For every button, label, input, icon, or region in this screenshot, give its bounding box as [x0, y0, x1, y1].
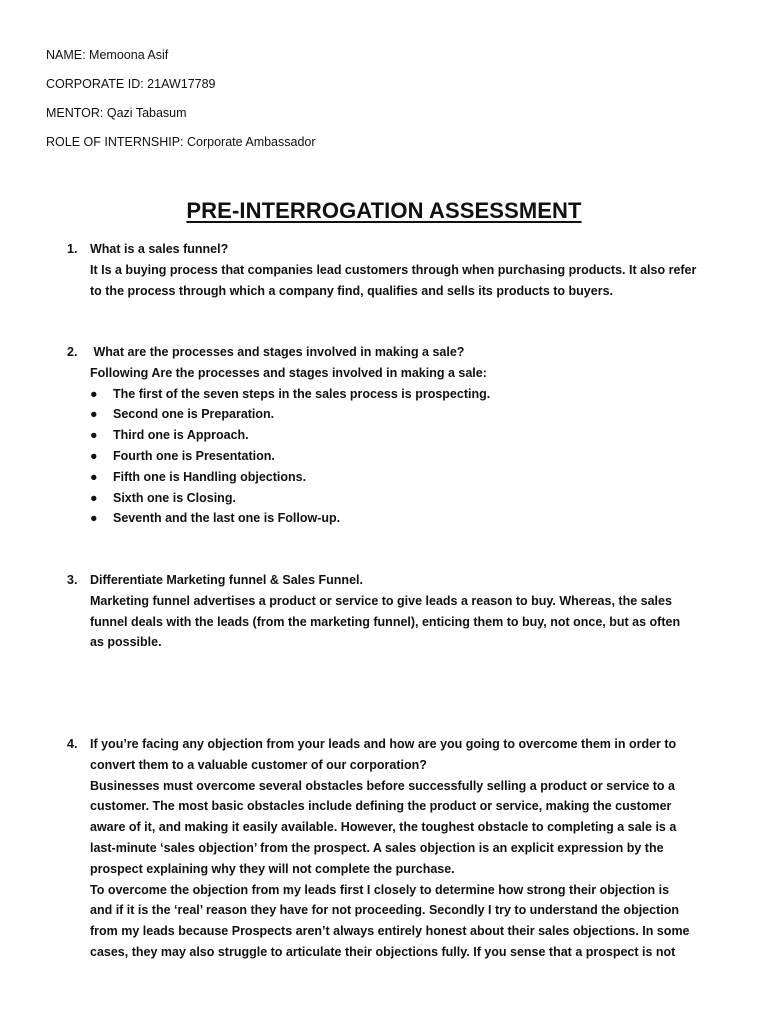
list-item: ● Fifth one is Handling objections. [90, 467, 728, 488]
answer-line: Marketing funnel advertises a product or service to give leads a reason to buy. Whereas, the sales [90, 593, 672, 608]
bullet-icon: ● [90, 511, 98, 526]
answer-line: and if it is the ‘real’ reason they have for not proceeding. Secondly I try to understand the objection [90, 903, 679, 918]
list-item: ● Second one is Preparation. [90, 404, 728, 425]
answer-line: aware of it, and making it easily available. However, the toughest obstacle to completing a sale is a [90, 820, 677, 835]
list-item: ● Fourth one is Presentation. [90, 446, 728, 467]
answer-intro: Following Are the processes and stages involved in making a sale: [90, 365, 487, 380]
answer-line: It Is a buying process that companies lead customers through when purchasing products. It also refer [90, 262, 697, 277]
bullet-icon: ● [90, 386, 98, 401]
bullet-icon: ● [90, 448, 98, 463]
bullet-icon: ● [90, 469, 98, 484]
answer-line: Businesses must overcome several obstacles before successfully selling a product or service to a [90, 778, 675, 793]
page-title: PRE-INTERROGATION ASSESSMENT [186, 198, 582, 223]
question-4 [68, 734, 728, 963]
answer-line: customer. The most basic obstacles include defining the product or service, making the customer [90, 799, 672, 814]
list-item: ● Sixth one is Closing. [90, 488, 728, 509]
question-number: 3. [67, 573, 78, 587]
answer-line: to the process through which a company find, qualifies and sells its products to buyers. [90, 283, 613, 298]
bullet-icon: ● [90, 490, 98, 505]
answer-line: as possible. [90, 635, 162, 650]
question-number: 2. [67, 345, 78, 359]
answer-line: last-minute ‘sales objection’ from the prospect. A sales objection is an explicit expression by the [90, 840, 664, 855]
answer-line: cases, they may also struggle to articulate their objections fully. If you sense that a prospect is not [90, 944, 676, 959]
question-number: 4. [67, 737, 78, 751]
question-number: 1. [67, 242, 78, 256]
answer-line: from my leads because Prospects aren’t always entirely honest about their sales objections. In some [90, 924, 690, 939]
role-line: ROLE OF INTERNSHIP: Corporate Ambassador [46, 135, 316, 149]
question-text: Differentiate Marketing funnel & Sales Funnel. [90, 573, 363, 587]
stages-list [90, 384, 728, 530]
question-text: If you’re facing any objection from your leads and how are you going to overcome them in order to [90, 737, 677, 751]
question-1 [68, 239, 728, 301]
corporate-id-line: CORPORATE ID: 21AW17789 [46, 77, 216, 91]
bullet-icon: ● [90, 407, 98, 422]
question-text: convert them to a valuable customer of our corporation? [90, 757, 427, 772]
question-2 [68, 342, 728, 529]
answer-line: prospect explaining why they will not complete the purchase. [90, 861, 455, 876]
answer-line: To overcome the objection from my leads first I closely to determine how strong their objection is [90, 882, 670, 897]
list-item: ● Seventh and the last one is Follow-up. [90, 508, 728, 529]
list-item: ● Third one is Approach. [90, 425, 728, 446]
mentor-line: MENTOR: Qazi Tabasum [46, 106, 187, 120]
bullet-icon: ● [90, 428, 98, 443]
question-3 [68, 570, 728, 653]
answer-line: funnel deals with the leads (from the marketing funnel), enticing them to buy, not once, but as often [90, 614, 681, 629]
question-text: What are the processes and stages involved in making a sale? [90, 345, 465, 359]
list-item: ● The first of the seven steps in the sales process is prospecting. [90, 384, 728, 405]
name-line: NAME: Memoona Asif [46, 48, 169, 62]
question-text: What is a sales funnel? [90, 242, 229, 256]
